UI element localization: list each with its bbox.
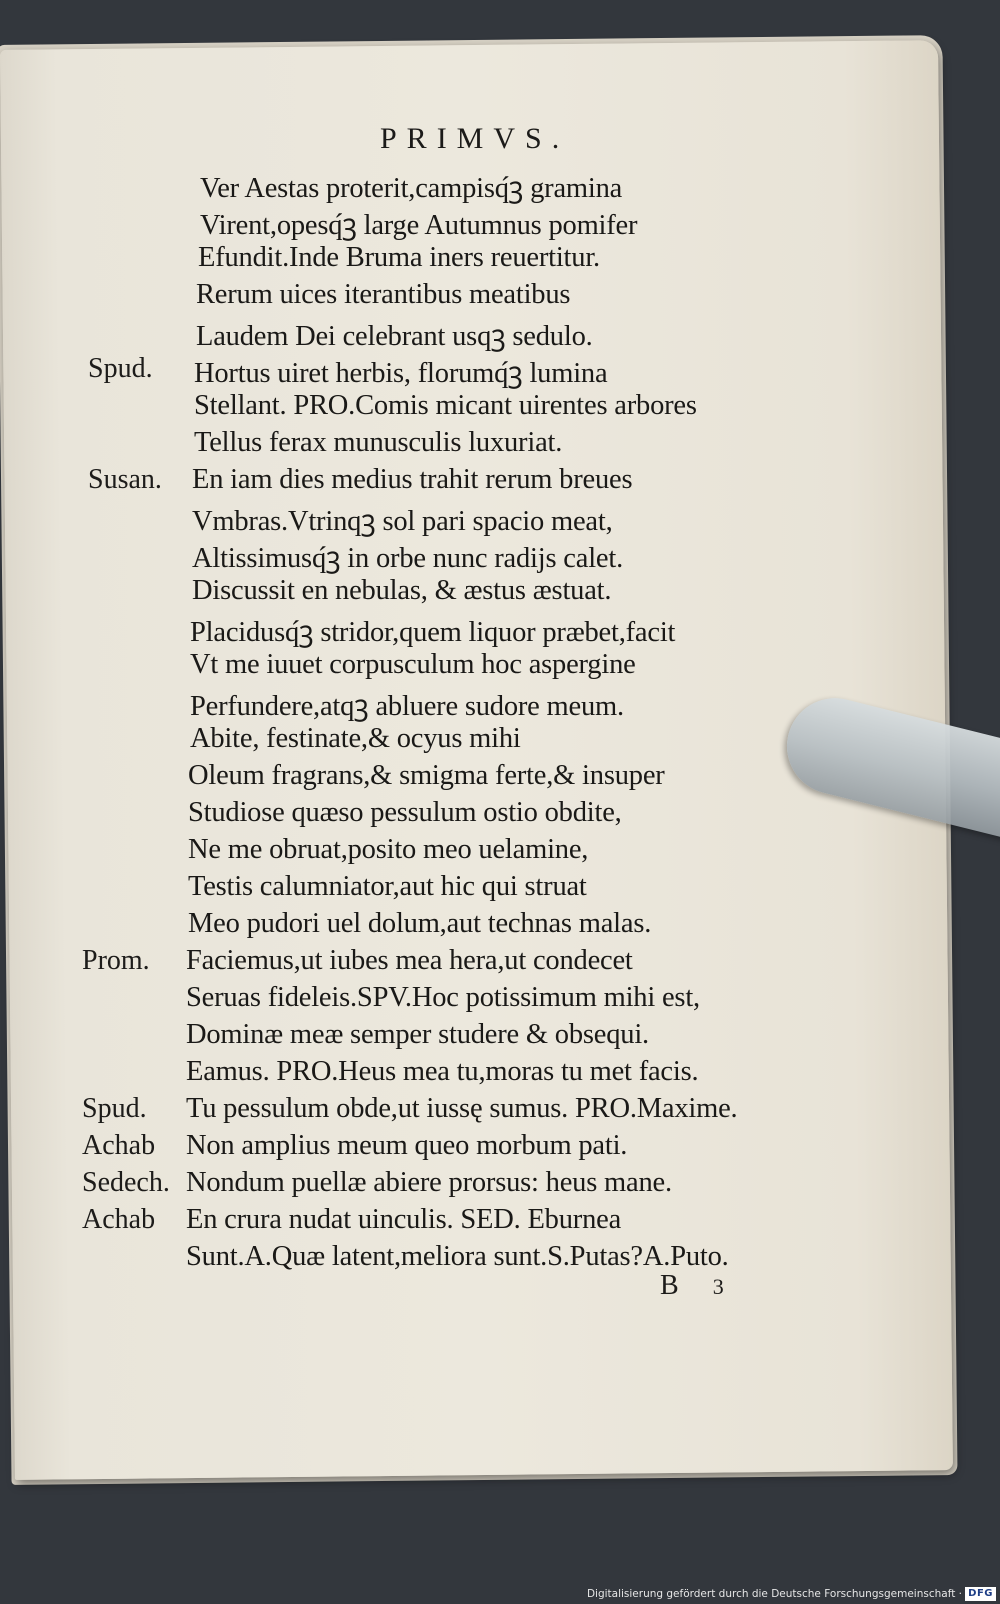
verse-line [0, 1167, 900, 1204]
verse-line [0, 1019, 900, 1056]
verse-text: Oleum fragrans,& smigma ferte,& insuper [188, 760, 665, 791]
verse-line [0, 982, 900, 1019]
verse-line [0, 1130, 900, 1167]
speaker-label: Prom. [82, 945, 150, 976]
verse-text: Efundit.Inde Bruma iners reuertitur. [198, 242, 600, 273]
speaker-label: Spud. [82, 1093, 147, 1124]
funding-credit: Digitalisierung gefördert durch die Deutsche Forschungsgemeinschaft · [586, 1588, 962, 1600]
verse-line [0, 242, 900, 279]
speaker-label: Spud. [88, 353, 153, 384]
signature-mark [660, 1270, 724, 1302]
running-head: PRIMVS. [380, 122, 570, 155]
verse-text: En iam dies medius trahit rerum breues [192, 464, 633, 495]
verse-line [0, 464, 900, 501]
verse-text: Laudem Dei celebrant usqꝫ sedulo. [196, 321, 593, 352]
verse-line [0, 279, 900, 316]
verse-text: Dominæ meæ semper studere & obsequi. [186, 1019, 649, 1050]
verse-text: Perfundere,atqꝫ abluere sudore meum. [190, 691, 624, 722]
verse-line [0, 353, 900, 390]
speaker-label: Achab [82, 1130, 156, 1161]
verse-line [0, 575, 900, 612]
verse-text: Tellus ferax munusculis luxuriat. [194, 427, 563, 458]
dfg-logo: DFG [965, 1587, 996, 1601]
verse-text: Studiose quæso pessulum ostio obdite, [188, 797, 622, 828]
verse-line [0, 427, 900, 464]
verse-text: Meo pudori uel dolum,aut technas malas. [188, 908, 652, 939]
verse-line [0, 686, 900, 723]
verse-line [0, 501, 900, 538]
verse-line [0, 834, 900, 871]
verse-text: Discussit en nebulas, & æstus æstuat. [192, 575, 612, 606]
verse-line [0, 316, 900, 353]
verse-text: Vmbras.Vtrinqꝫ sol pari spacio meat, [192, 506, 613, 537]
verse-text: Stellant. PRO.Comis micant uirentes arbores [194, 390, 697, 421]
verse-text: Non amplius meum queo morbum pati. [186, 1130, 628, 1161]
verse-text: Tu pessulum obde,ut iussę sumus. PRO.Maxime. [186, 1093, 738, 1124]
verse-text: Nondum puellæ abiere prorsus: heus mane. [186, 1167, 672, 1198]
verse-text: Vt me iuuet corpusculum hoc aspergine [190, 649, 636, 680]
verse-text: Hortus uiret herbis, florumq́ꝫ lumina [194, 358, 608, 389]
verse-line [0, 205, 900, 242]
footer-bar [0, 1582, 1000, 1604]
verse-line [0, 797, 900, 834]
verse-text: Ne me obruat,posito meo uelamine, [188, 834, 589, 865]
verse-text: Rerum uices iterantibus meatibus [196, 279, 571, 310]
speaker-label: Susan. [88, 464, 162, 495]
verse-line [0, 1204, 900, 1241]
verse-text: En crura nudat uinculis. SED. Eburnea [186, 1204, 622, 1235]
speaker-label: Achab [82, 1204, 156, 1235]
verse-text: Faciemus,ut iubes mea hera,ut condecet [186, 945, 633, 976]
verse-line [0, 1093, 900, 1130]
verse-line [0, 168, 900, 205]
verse-text: Testis calumniator,aut hic qui struat [188, 871, 587, 902]
verse-line [0, 1056, 900, 1093]
signature-number: 3 [712, 1274, 724, 1299]
verse-line [0, 1241, 900, 1278]
verse-line [0, 612, 900, 649]
verse-text: Placidusq́ꝫ stridor,quem liquor præbet,facit [190, 617, 676, 648]
verse-line [0, 908, 900, 945]
verse-line [0, 723, 900, 760]
verse-text: Sunt.A.Quæ latent,meliora sunt.S.Putas?A.Puto. [186, 1241, 729, 1272]
speaker-label: Sedech. [82, 1167, 170, 1198]
verse-line [0, 649, 900, 686]
signature-letter: B [660, 1270, 679, 1301]
verse-line [0, 945, 900, 982]
verse-line [0, 760, 900, 797]
verse-text: Altissimusq́ꝫ in orbe nunc radijs calet. [192, 543, 624, 574]
verse-text: Abite, festinate,& ocyus mihi [190, 723, 521, 754]
verse-text: Eamus. PRO.Heus mea tu,moras tu met facis. [186, 1056, 699, 1087]
verse-line [0, 390, 900, 427]
verse-line [0, 871, 900, 908]
verse-text: Ver Aestas proterit,campisq́ꝫ gramina [200, 173, 623, 204]
verse-line [0, 538, 900, 575]
verse-text: Virent,opesq́ꝫ large Autumnus pomifer [200, 210, 638, 241]
verse-text: Seruas fideleis.SPV.Hoc potissimum mihi est, [186, 982, 700, 1013]
